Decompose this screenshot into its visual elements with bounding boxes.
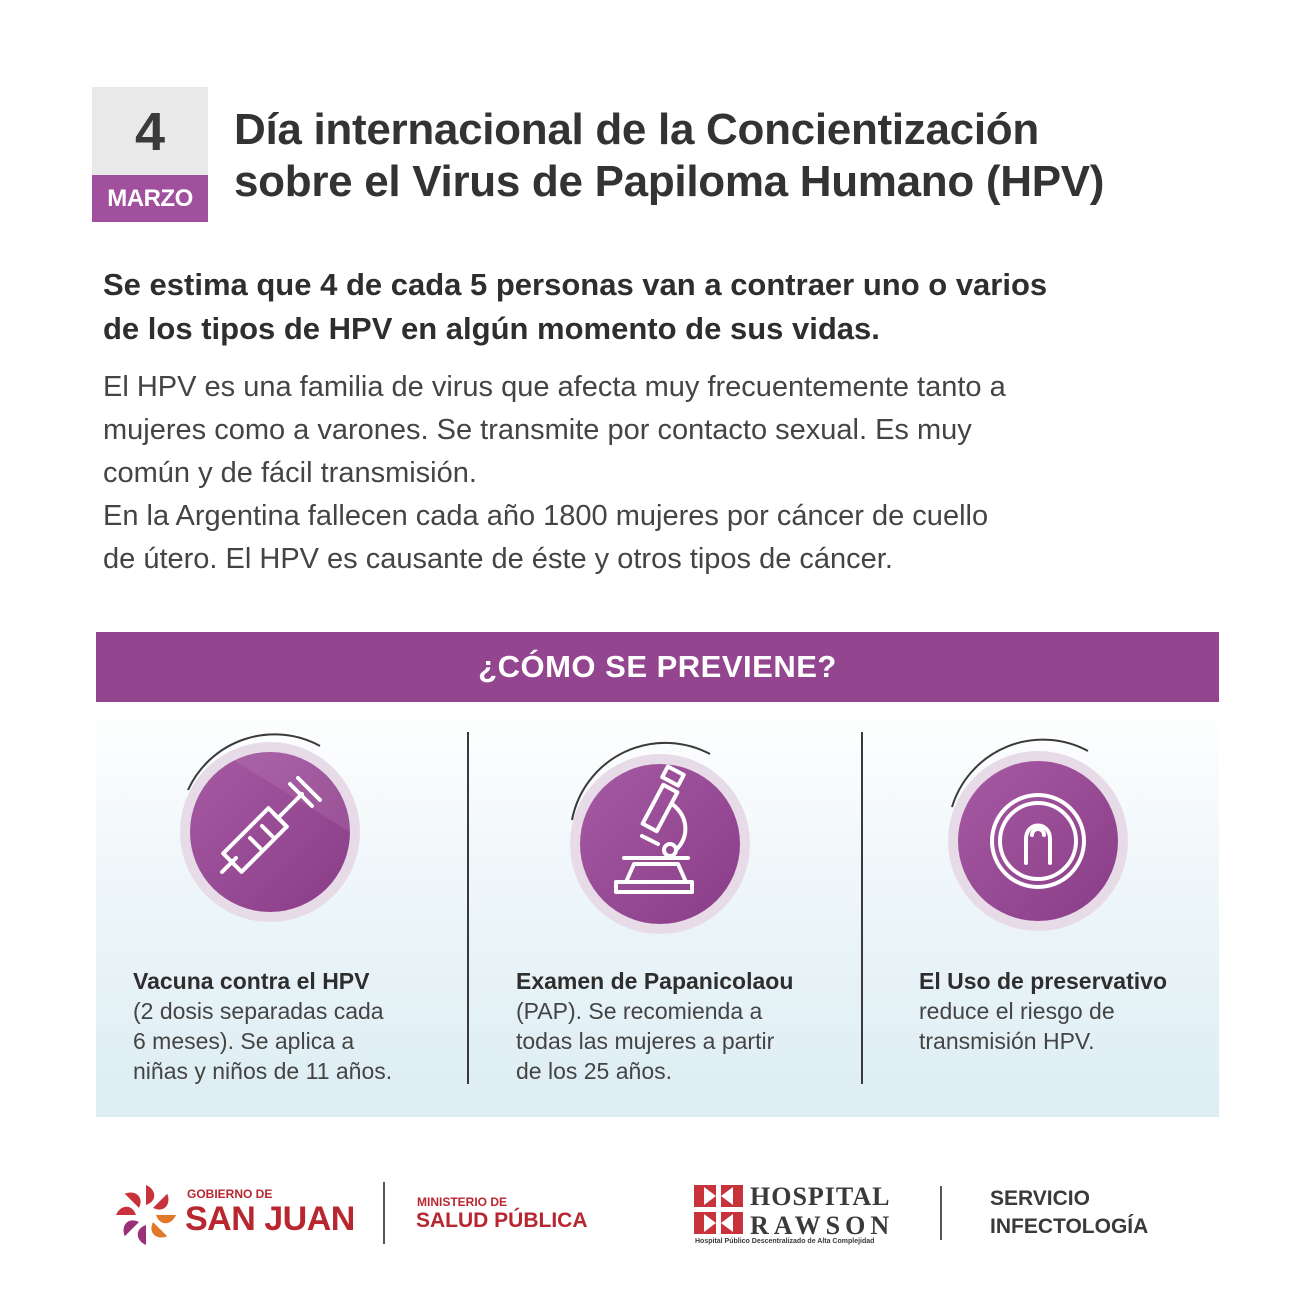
footer-divider [383,1182,385,1244]
gov-label: GOBIERNO DE [187,1187,273,1201]
microscope-icon [560,740,760,940]
caption-pap [516,966,826,1086]
lead-line-2: de los tipos de HPV en algún momento de sus vidas. [103,311,880,346]
hospital-name-2: RAWSON [750,1211,895,1240]
condom-icon [938,737,1138,937]
footer-divider [940,1186,942,1240]
service-label: SERVICIO [990,1187,1090,1210]
prevention-heading: ¿CÓMO SE PREVIENE? [96,632,1219,702]
caption-line: (PAP). Se recomienda a [516,998,763,1024]
date-month: MARZO [92,175,208,222]
lead-statement [103,263,1233,351]
ministry-label: MINISTERIO DE [417,1195,508,1209]
caption-line: de los 25 años. [516,1058,673,1084]
service-name: INFECTOLOGÍA [990,1215,1149,1238]
body-line: En la Argentina fallecen cada año 1800 mujeres por cáncer de cuello [103,500,989,532]
caption-condom [919,966,1229,1056]
ministry-name: SALUD PÚBLICA [416,1209,588,1232]
syringe-icon [170,728,370,928]
caption-vaccine [133,966,443,1086]
caption-title: Examen de Papanicolaou [516,968,794,994]
caption-title: El Uso de preservativo [919,968,1167,994]
body-line: El HPV es una familia de virus que afecta muy frecuentemente tanto a [103,371,1006,403]
page-title-line-1: Día internacional de la Concientización [234,105,1039,154]
caption-line: (2 dosis separadas cada [133,998,384,1024]
caption-line: todas las mujeres a partir [516,1028,775,1054]
caption-title: Vacuna contra el HPV [133,968,370,994]
hospital-subtitle: Hospital Público Descentralizado de Alta Complejidad [695,1238,875,1245]
hospital-cross-icon [694,1185,744,1235]
column-divider [467,732,469,1084]
gov-name: SAN JUAN [185,1200,355,1238]
body-line: de útero. El HPV es causante de éste y otros tipos de cáncer. [103,543,893,575]
footer [0,1160,1300,1260]
page-title [234,104,1254,208]
caption-line: niñas y niños de 11 años. [133,1058,393,1084]
body-line: común y de fácil transmisión. [103,457,477,489]
caption-line: reduce el riesgo de [919,998,1115,1024]
date-day: 4 [92,87,208,175]
column-divider [861,732,863,1084]
date-badge [92,87,208,222]
caption-line: 6 meses). Se aplica a [133,1028,355,1054]
body-text [103,366,1233,581]
page-title-line-2: sobre el Virus de Papiloma Humano (HPV) [234,157,1105,206]
body-line: mujeres como a varones. Se transmite por contacto sexual. Es muy [103,414,972,446]
lead-line-1: Se estima que 4 de cada 5 personas van a contraer uno o varios [103,267,1048,302]
caption-line: transmisión HPV. [919,1028,1095,1054]
san-juan-sun-icon [113,1182,179,1248]
hospital-name-1: HOSPITAL [750,1182,891,1211]
